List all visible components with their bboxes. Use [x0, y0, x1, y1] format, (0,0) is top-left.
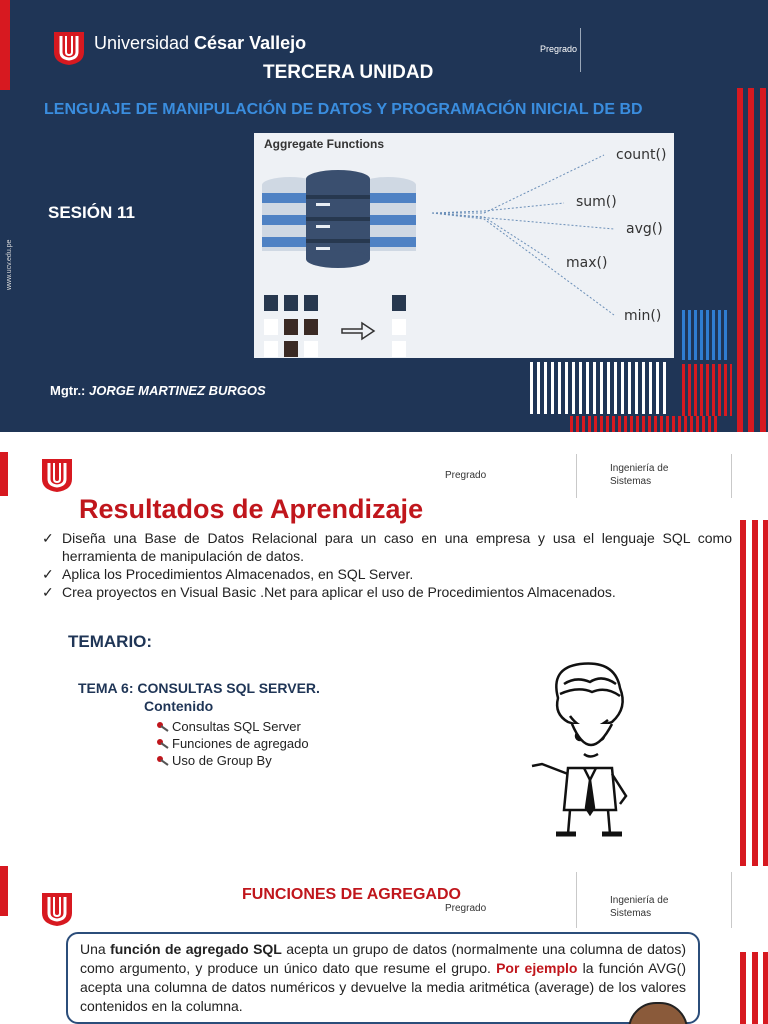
header-divider-right [731, 454, 732, 498]
program-label: Ingeniería de Sistemas [610, 895, 669, 919]
arrow-icon [342, 323, 374, 339]
slide-title: FUNCIONES DE AGREGADO [242, 886, 461, 903]
check-icon: ✓ [42, 584, 54, 600]
data-grid-icon [264, 295, 406, 357]
fn-min: min() [624, 308, 662, 324]
header-divider [576, 872, 577, 928]
list-item: Uso de Group By [156, 752, 309, 769]
program-label: Ingeniería de Sistemas [610, 463, 669, 487]
pointer-bullet-icon [156, 721, 169, 732]
definition-box: Una función de agregado SQL acepta un grupo de datos (normalmente una columna de datos) como argumento, y produce un único dato que resume el grupo. Por ejemplo la función AVG() acepta una columna de datos numéricos y devuelve la media aritmética (average) de los valores contenidos en la columna. [66, 932, 700, 1024]
check-icon: ✓ [42, 566, 54, 582]
list-item: Funciones de agregado [156, 735, 309, 752]
cartoon-boy-illustration [520, 658, 660, 838]
aggregate-functions-figure [254, 133, 674, 358]
list-item: ✓ Crea proyectos en Visual Basic .Net para aplicar el uso de Procedimientos Almacenados. [42, 584, 616, 600]
figure-title: Aggregate Functions [264, 137, 385, 151]
content-list [156, 718, 309, 769]
header-divider [580, 28, 581, 72]
list-item: Consultas SQL Server [156, 718, 309, 735]
header-divider-right [731, 872, 732, 928]
check-icon: ✓ [42, 530, 54, 546]
author-line: Mgtr.: JORGE MARTINEZ BURGOS [50, 383, 266, 398]
level-label: Pregrado [445, 903, 487, 914]
level-label: Pregrado [445, 470, 487, 481]
slide-aggregate-functions [0, 866, 768, 1024]
red-accent-bar [0, 866, 8, 916]
contenido-heading: Contenido [144, 698, 214, 714]
topic-title: LENGUAJE DE MANIPULACIÓN DE DATOS Y PROGRAMACIÓN INICIAL DE BD [44, 101, 643, 118]
session-label: SESIÓN 11 [48, 203, 135, 222]
slide-title: Resultados de Aprendizaje [79, 494, 424, 524]
level-label: Pregrado [540, 44, 578, 54]
fn-max: max() [566, 255, 608, 271]
list-item: ✓ Diseña una Base de Datos Relacional para un caso en una empresa y usa el lenguaje SQL como herramienta de manipulación de datos. [42, 530, 732, 564]
ucv-logo-icon [52, 30, 86, 66]
red-accent-bar [0, 452, 8, 496]
pointer-bullet-icon [156, 738, 169, 749]
temario-heading: TEMARIO: [68, 632, 153, 651]
pointer-bullet-icon [156, 755, 169, 766]
slide-cover [0, 0, 768, 432]
database-icon [262, 170, 416, 268]
connector-lines [432, 155, 614, 315]
database-diagram [254, 133, 674, 358]
fn-count: count() [616, 147, 667, 163]
list-item: ✓ Aplica los Procedimientos Almacenados, en SQL Server. [42, 566, 414, 582]
ucv-logo-icon [40, 456, 74, 494]
tema-heading: TEMA 6: CONSULTAS SQL SERVER. [78, 680, 320, 696]
ucv-logo-icon [40, 890, 74, 928]
unit-title: TERCERA UNIDAD [263, 62, 434, 83]
fn-avg: avg() [626, 221, 663, 237]
outcomes-list [42, 529, 732, 601]
slide-learning-outcomes [0, 432, 768, 866]
fn-sum: sum() [576, 194, 617, 210]
website-label: www.ucv.edu.pe [6, 239, 13, 290]
red-accent-bar [0, 0, 10, 90]
university-name: Universidad César Vallejo [94, 33, 307, 53]
header-divider [576, 454, 577, 498]
